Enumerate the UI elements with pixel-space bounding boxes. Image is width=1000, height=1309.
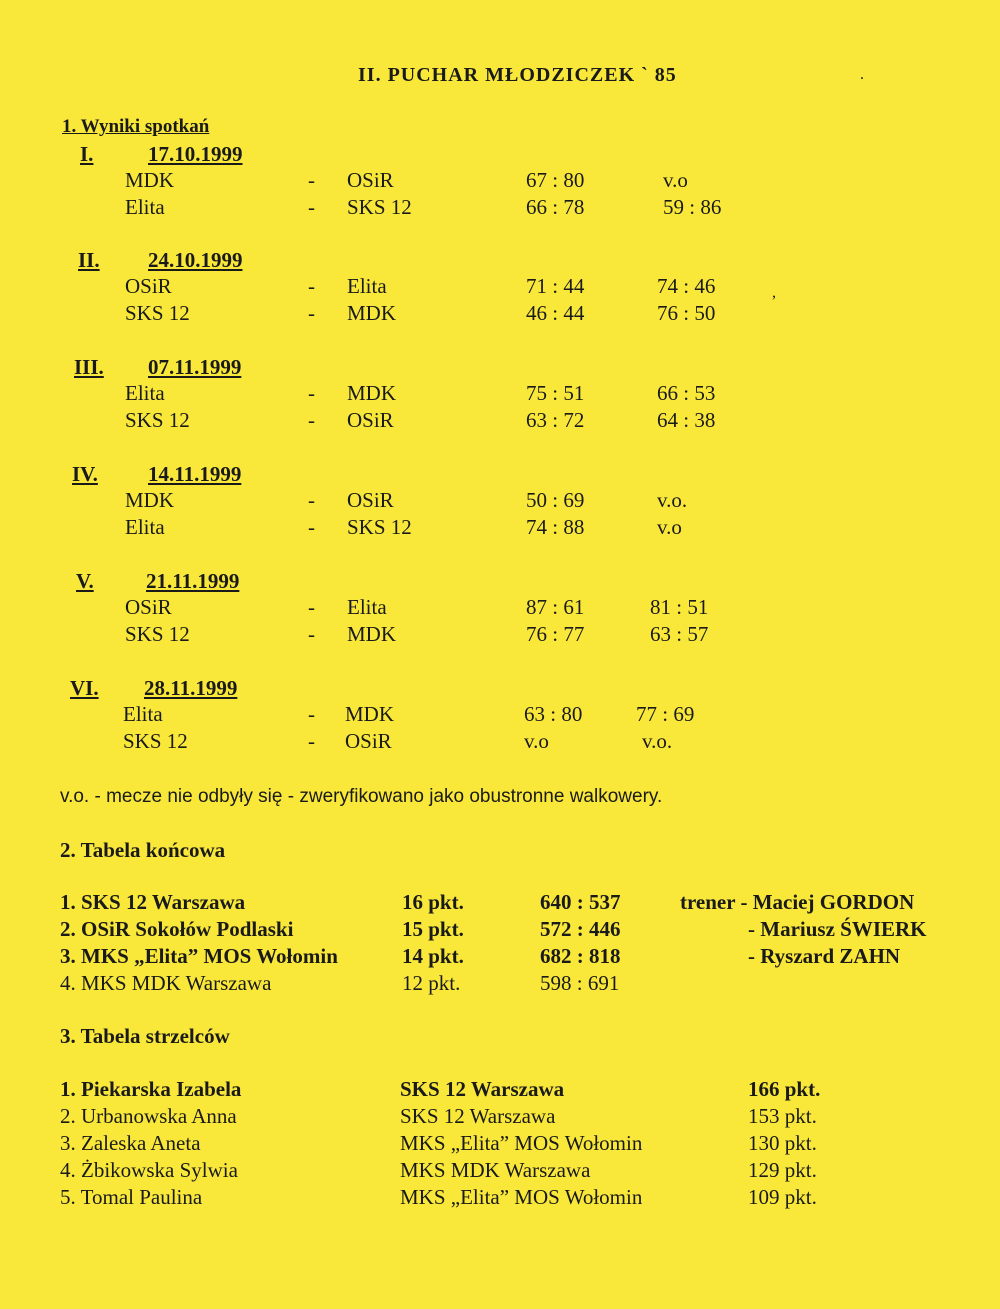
scorer-club: MKS „Elita” MOS Wołomin xyxy=(400,1131,643,1155)
match-away: Elita xyxy=(347,274,387,298)
match-home: SKS 12 xyxy=(123,729,188,753)
match-score-1: 87 : 61 xyxy=(526,595,585,619)
scorer-club: SKS 12 Warszawa xyxy=(400,1077,565,1101)
match-score-1: 63 : 72 xyxy=(526,408,585,432)
match-dash: - xyxy=(308,274,315,298)
match-home: Elita xyxy=(125,381,165,405)
match-score-1: 71 : 44 xyxy=(526,274,585,298)
match-score-1: 66 : 78 xyxy=(526,195,585,219)
match-score-2: 76 : 50 xyxy=(657,301,716,325)
document-title: II. PUCHAR MŁODZICZEK ` 85 xyxy=(358,64,677,86)
match-score-1: 46 : 44 xyxy=(526,301,585,325)
match-score-1: v.o xyxy=(524,729,549,753)
walkover-note: v.o. - mecze nie odbyły się - zweryfikowano jako obustronne walkowery. xyxy=(60,786,663,807)
match-home: MDK xyxy=(125,168,175,192)
match-away: MDK xyxy=(345,702,395,726)
scorer-club: MKS MDK Warszawa xyxy=(400,1158,591,1182)
scorer-name: 2. Urbanowska Anna xyxy=(60,1104,237,1128)
match-score-1: 74 : 88 xyxy=(526,515,585,539)
match-dash: - xyxy=(308,595,315,619)
team-coach: - Mariusz ŚWIERK xyxy=(748,917,927,941)
scorer-name: 1. Piekarska Izabela xyxy=(60,1077,242,1101)
round-date: 24.10.1999 xyxy=(148,248,243,272)
match-away: OSiR xyxy=(347,488,394,512)
team-balance: 682 : 818 xyxy=(540,944,621,968)
scorer-points: 130 pkt. xyxy=(748,1131,817,1155)
match-home: SKS 12 xyxy=(125,622,190,646)
scorer-name: 5. Tomal Paulina xyxy=(60,1185,203,1209)
match-home: Elita xyxy=(123,702,163,726)
scorers-heading: 3. Tabela strzelców xyxy=(60,1024,230,1048)
scorer-points: 153 pkt. xyxy=(748,1104,817,1128)
match-away: MDK xyxy=(347,381,397,405)
team-coach: - Ryszard ZAHN xyxy=(748,944,901,968)
match-home: SKS 12 xyxy=(125,301,190,325)
match-away: SKS 12 xyxy=(347,515,412,539)
match-score-2: v.o. xyxy=(657,488,688,512)
match-dash: - xyxy=(308,381,315,405)
scorer-club: SKS 12 Warszawa xyxy=(400,1104,556,1128)
team-name: 1. SKS 12 Warszawa xyxy=(60,890,246,914)
team-points: 12 pkt. xyxy=(402,971,461,995)
match-away: Elita xyxy=(347,595,387,619)
team-points: 14 pkt. xyxy=(402,944,464,968)
match-dash: - xyxy=(308,622,315,646)
round-date: 21.11.1999 xyxy=(146,569,240,593)
scorer-points: 166 pkt. xyxy=(748,1077,821,1101)
scorer-points: 109 pkt. xyxy=(748,1185,817,1209)
scorer-name: 3. Zaleska Aneta xyxy=(60,1131,201,1155)
team-points: 15 pkt. xyxy=(402,917,464,941)
match-home: Elita xyxy=(125,515,165,539)
team-balance: 598 : 691 xyxy=(540,971,620,995)
round-date: 17.10.1999 xyxy=(148,142,243,166)
match-dash: - xyxy=(308,515,315,539)
scorer-points: 129 pkt. xyxy=(748,1158,817,1182)
round-number: III. xyxy=(74,355,104,379)
match-score-2: 63 : 57 xyxy=(650,622,709,646)
match-score-1: 67 : 80 xyxy=(526,168,585,192)
match-dash: - xyxy=(308,301,315,325)
round-number: I. xyxy=(80,142,94,166)
match-home: OSiR xyxy=(125,595,172,619)
round-date: 28.11.1999 xyxy=(144,676,238,700)
match-score-2: v.o xyxy=(657,515,682,539)
round-number: VI. xyxy=(70,676,99,700)
match-away: SKS 12 xyxy=(347,195,412,219)
round-number: V. xyxy=(76,569,94,593)
team-coach: trener - Maciej GORDON xyxy=(680,890,915,914)
match-dash: - xyxy=(308,195,315,219)
match-home: SKS 12 xyxy=(125,408,190,432)
match-home: Elita xyxy=(125,195,165,219)
match-dash: - xyxy=(308,488,315,512)
match-score-2: v.o xyxy=(663,168,688,192)
team-balance: 640 : 537 xyxy=(540,890,621,914)
match-away: MDK xyxy=(347,622,397,646)
match-score-2: v.o. xyxy=(642,729,673,753)
match-dash: - xyxy=(308,702,315,726)
match-score-2: 64 : 38 xyxy=(657,408,716,432)
match-away: OSiR xyxy=(347,168,394,192)
match-score-1: 76 : 77 xyxy=(526,622,585,646)
scorer-name: 4. Żbikowska Sylwia xyxy=(60,1158,238,1182)
match-score-2: 81 : 51 xyxy=(650,595,709,619)
match-score-2: 59 : 86 xyxy=(663,195,722,219)
stray-mark: . xyxy=(860,66,864,83)
match-score-2: 74 : 46 xyxy=(657,274,716,298)
match-away: OSiR xyxy=(347,408,394,432)
match-home: MDK xyxy=(125,488,175,512)
round-number: IV. xyxy=(72,462,98,486)
match-dash: - xyxy=(308,168,315,192)
round-date: 07.11.1999 xyxy=(148,355,242,379)
round-date: 14.11.1999 xyxy=(148,462,242,486)
team-name: 4. MKS MDK Warszawa xyxy=(60,971,272,995)
match-dash: - xyxy=(308,408,315,432)
scorer-club: MKS „Elita” MOS Wołomin xyxy=(400,1185,643,1209)
match-away: OSiR xyxy=(345,729,392,753)
match-score-2: 66 : 53 xyxy=(657,381,716,405)
match-score-1: 75 : 51 xyxy=(526,381,585,405)
match-score-1: 63 : 80 xyxy=(524,702,583,726)
match-home: OSiR xyxy=(125,274,172,298)
team-name: 2. OSiR Sokołów Podlaski xyxy=(60,917,294,941)
team-name: 3. MKS „Elita” MOS Wołomin xyxy=(60,944,338,968)
match-away: MDK xyxy=(347,301,397,325)
final-table-heading: 2. Tabela końcowa xyxy=(60,838,226,862)
stray-mark: , xyxy=(772,284,776,301)
team-points: 16 pkt. xyxy=(402,890,464,914)
match-score-1: 50 : 69 xyxy=(526,488,585,512)
results-heading: 1. Wyniki spotkań xyxy=(62,116,210,137)
match-score-2: 77 : 69 xyxy=(636,702,695,726)
match-dash: - xyxy=(308,729,315,753)
round-number: II. xyxy=(78,248,100,272)
team-balance: 572 : 446 xyxy=(540,917,621,941)
